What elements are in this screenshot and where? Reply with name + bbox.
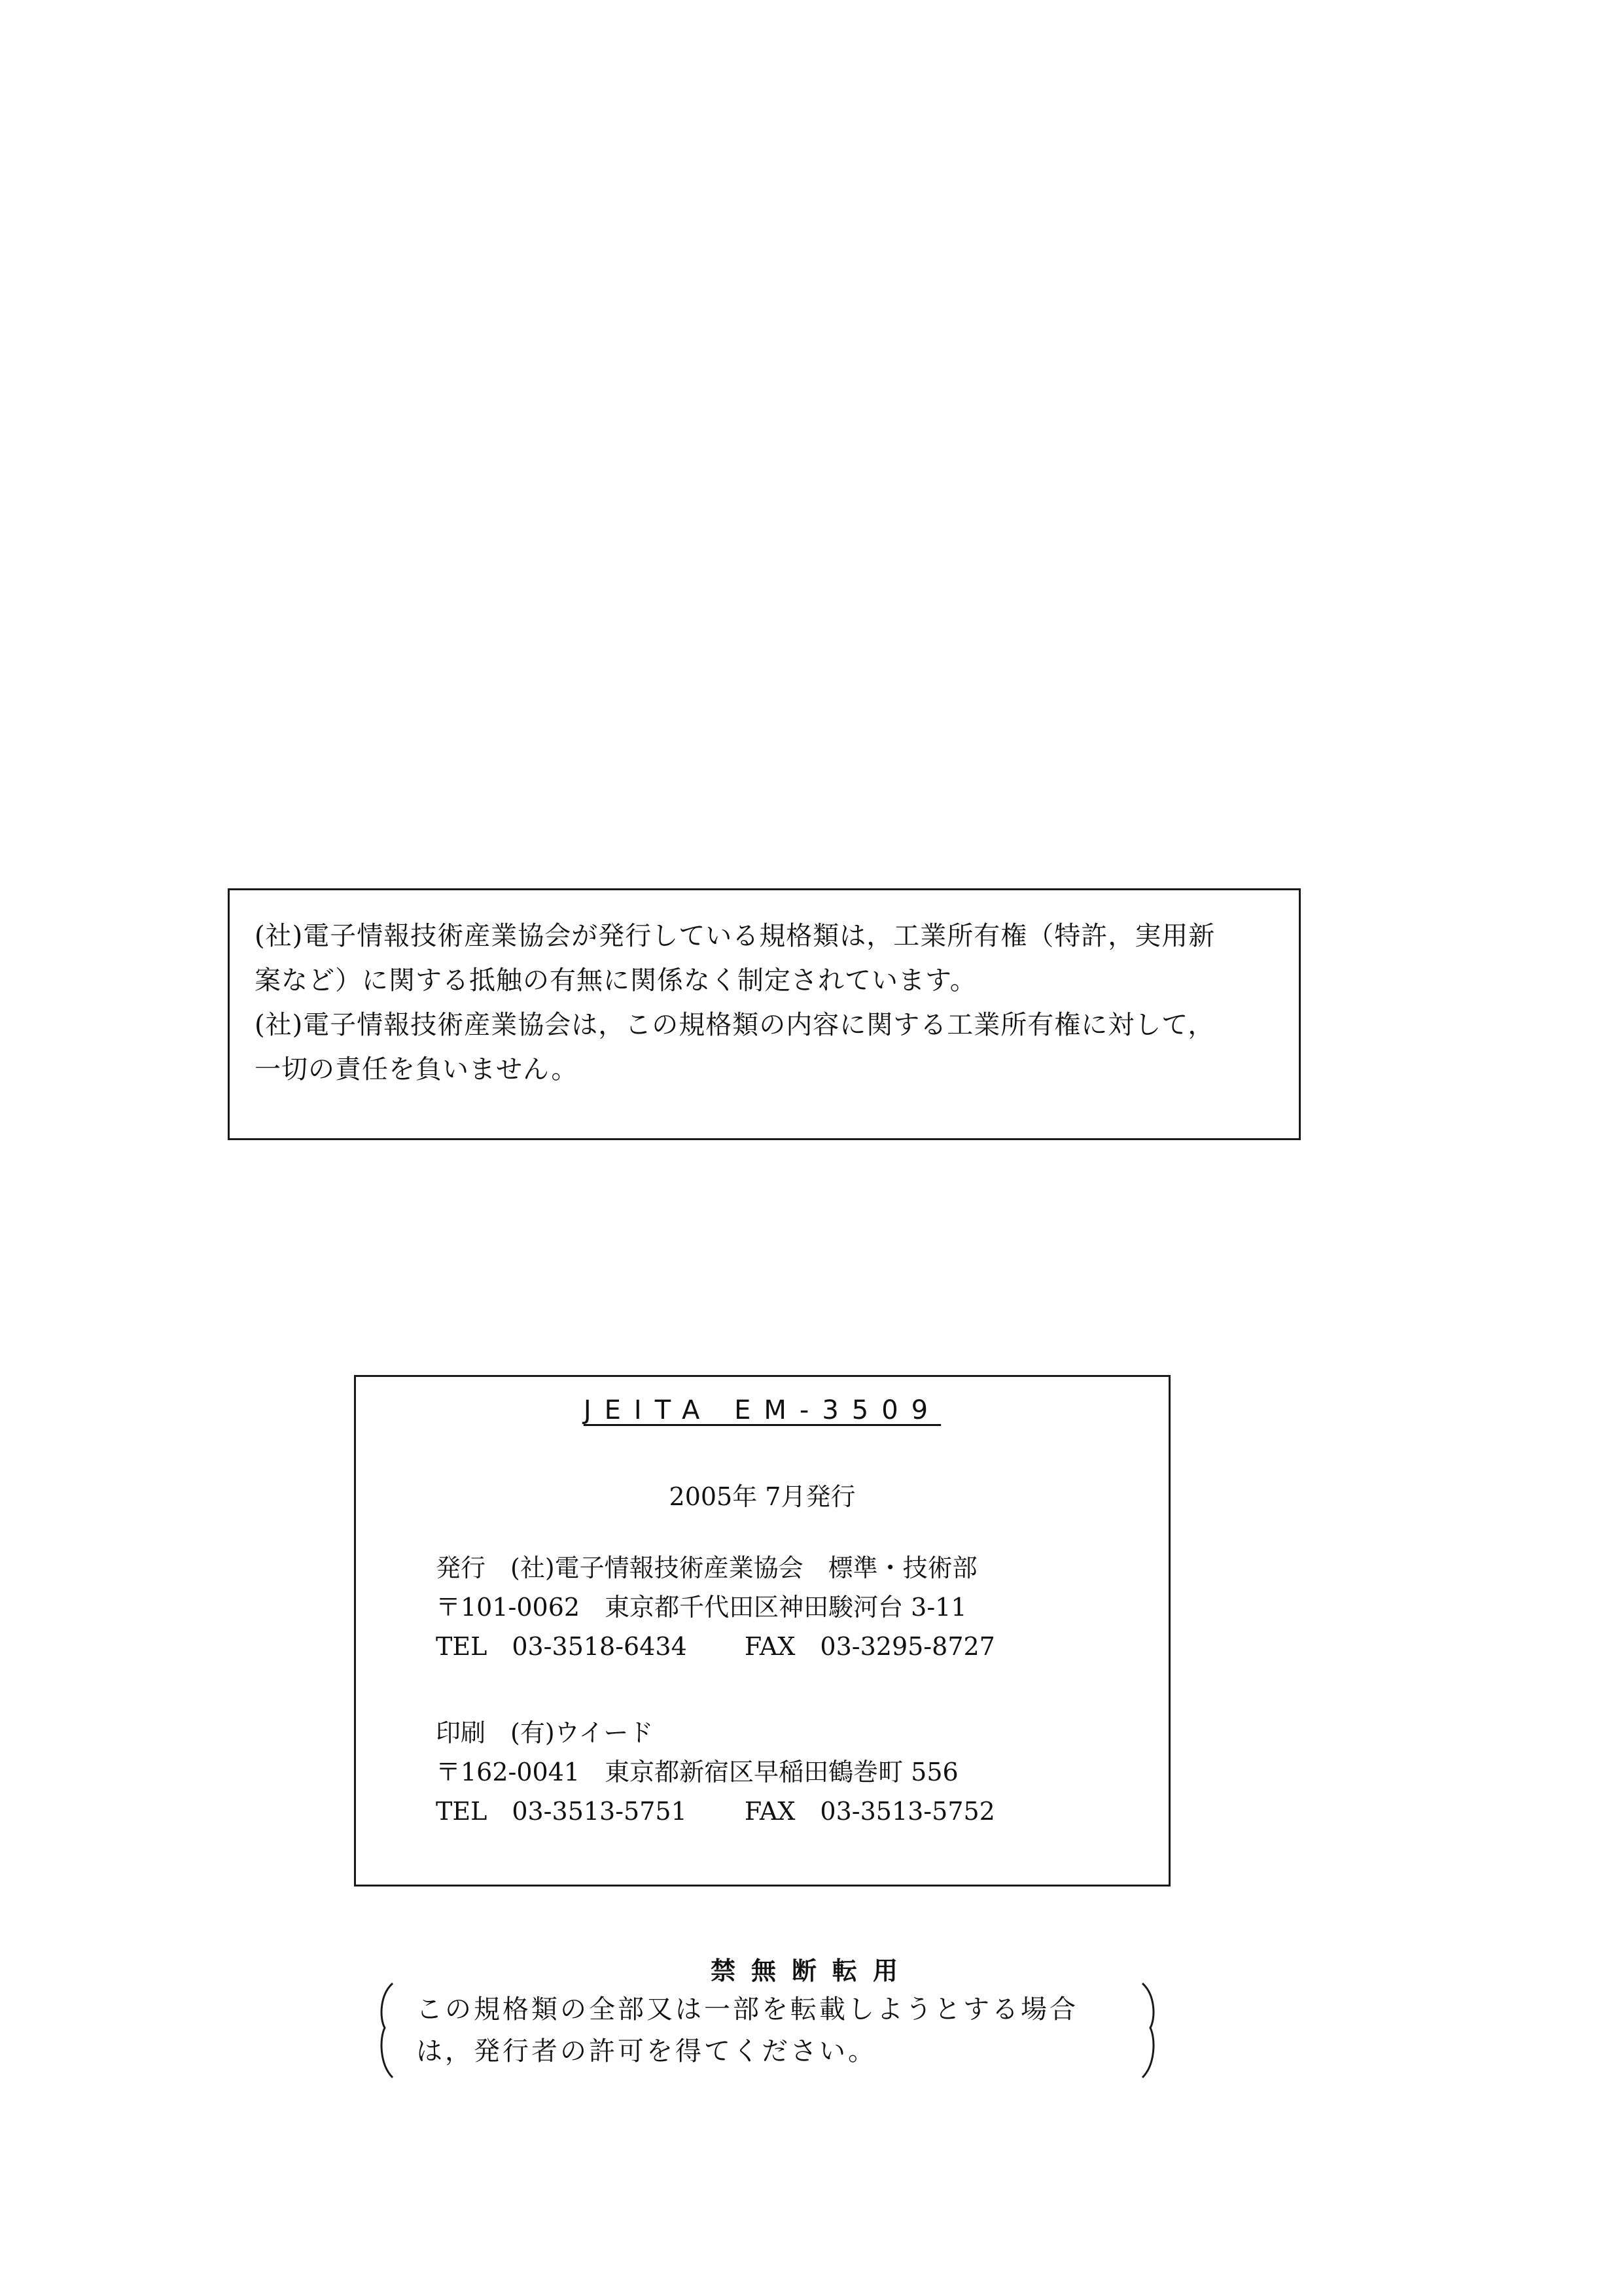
section-spacer	[436, 1666, 995, 1713]
colophon-details	[436, 1548, 995, 1831]
left-bracket	[376, 1982, 395, 2079]
printer-address: 〒162-0041 東京都新宿区早稲田鶴巻町 556	[436, 1758, 959, 1786]
colophon-box	[354, 1375, 1171, 1887]
printer-phone-fax: TEL 03-3513-5751 FAX 03-3513-5752	[436, 1797, 995, 1826]
prohibition-line: は，発行者の許可を得てください。	[416, 2036, 877, 2066]
prohibition-line: この規格類の全部又は一部を転載しようとする場合	[416, 1994, 1078, 2025]
standard-number-title	[356, 1395, 1169, 1425]
printer-name: 印刷 (有)ウイード	[436, 1718, 654, 1747]
patent-notice-box	[228, 888, 1301, 1140]
standard-number-text: JEITA EM-3509	[583, 1395, 942, 1425]
publisher-name: 発行 (社)電子情報技術産業協会 標準・技術部	[436, 1554, 978, 1582]
notice-line: (社)電子情報技術産業協会が発行している規格類は，工業所有権（特許，実用新	[255, 921, 1216, 951]
publisher-phone-fax: TEL 03-3518-6434 FAX 03-3295-8727	[436, 1632, 995, 1661]
notice-line: 案など）に関する抵触の有無に関係なく制定されています。	[255, 965, 977, 996]
notice-line: (社)電子情報技術産業協会は，この規格類の内容に関する工業所有権に対して，	[255, 1010, 1215, 1040]
publication-date: 2005年 7月発行	[669, 1482, 856, 1511]
right-bracket	[1140, 1982, 1159, 2079]
reproduction-prohibited-title: 禁無断転用	[710, 1957, 913, 1985]
reproduction-prohibited-text	[416, 1989, 1078, 2072]
publisher-address: 〒101-0062 東京都千代田区神田駿河台 3-11	[436, 1593, 967, 1622]
notice-line: 一切の責任を負いません。	[255, 1054, 578, 1085]
